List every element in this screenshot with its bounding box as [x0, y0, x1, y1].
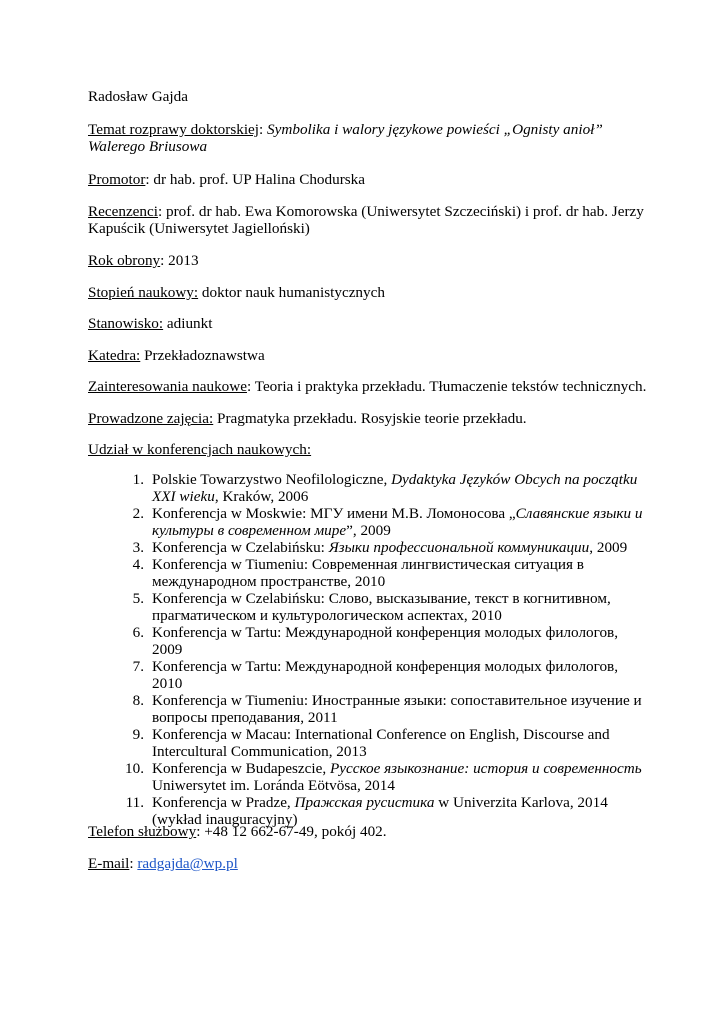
degree-label: Stopień naukowy:: [88, 284, 199, 301]
interests-line: [88, 378, 648, 395]
list-item-number: 1.: [132, 471, 144, 488]
list-item-title: Русское языкознание: история и современность: [329, 760, 642, 777]
list-item-number: 4.: [132, 556, 144, 573]
list-item-text: Konferencja w Tartu: Международной конференция молодых филологов, 2009: [152, 624, 619, 658]
reviewers-value: : prof. dr hab. Ewa Komorowska (Uniwersytet Szczeciński) i prof. dr hab. Jerzy Kapuścik (Uniwersytet Jagielloński): [88, 203, 644, 237]
interests-label: Zainteresowania naukowe: [88, 378, 247, 395]
list-item: [118, 471, 648, 505]
list-item-title: Пражская русистика: [294, 794, 435, 811]
list-item-text: Konferencja w Czelabińsku: Слово, высказывание, текст в когнитивном, прагматическом и культурологическом аспектах, 2010: [152, 590, 611, 624]
conferences-heading: [88, 441, 648, 458]
list-item: [118, 505, 648, 539]
list-item-suffix: , Kraków, 2006: [214, 488, 309, 505]
defense-year-label: Rok obrony: [88, 252, 161, 269]
list-item-text: Konferencja w Tartu: Международной конференция молодых филологов, 2010: [152, 658, 619, 692]
department-line: [88, 347, 648, 364]
list-item: [118, 556, 648, 590]
list-item-suffix: w Univerzita Karlova, 2014 (wykład inauguracyjny): [152, 794, 608, 828]
list-item-title: Языки профессиональной коммуникации: [328, 539, 590, 556]
courses-label: Prowadzone zajęcia:: [88, 410, 214, 427]
promotor-value: : dr hab. prof. UP Halina Chodurska: [145, 171, 366, 188]
list-item: [118, 658, 648, 692]
list-item: [118, 539, 648, 556]
email-line: [88, 855, 648, 872]
defense-year-value: : 2013: [160, 252, 199, 269]
list-item-number: 8.: [132, 692, 144, 709]
interests-value: : Teoria i praktyka przekładu. Tłumaczenie tekstów technicznych.: [246, 378, 647, 395]
list-item-text: Konferencja w Czelabińsku:: [152, 539, 329, 556]
thesis-separator: :: [259, 121, 268, 138]
list-item-text: Polskie Towarzystwo Neofilologiczne,: [152, 471, 392, 488]
list-item-number: 5.: [132, 590, 144, 607]
list-item: [118, 760, 648, 794]
email-link[interactable]: radgajda@wp.pl: [137, 855, 238, 872]
author-name: Radosław Gajda: [88, 88, 188, 105]
list-item-text: Konferencja w Tiumeniu: Современная лингвистическая ситуация в международном пространстве, 2010: [152, 556, 584, 590]
conference-list: [118, 471, 648, 828]
phone-line: [88, 823, 648, 840]
list-item-suffix: Uniwersytet im. Loránda Eötvösa, 2014: [152, 777, 395, 794]
phone-value: : +48 12 662-67-49, pokój 402.: [196, 823, 387, 840]
list-item-number: 3.: [132, 539, 144, 556]
thesis-label: Temat rozprawy doktorskiej: [88, 121, 260, 138]
thesis-topic: [88, 121, 648, 155]
list-item-text: Konferencja w Moskwie: МГУ имени М.В. Ломоносова „: [152, 505, 516, 522]
position-value: adiunkt: [163, 315, 213, 332]
promotor-line: [88, 171, 648, 188]
list-item: [118, 624, 648, 658]
email-label: E-mail: [88, 855, 130, 872]
list-item-text: Konferencja w Budapeszcie,: [152, 760, 330, 777]
list-item-number: 6.: [132, 624, 144, 641]
position-label: Stanowisko:: [88, 315, 164, 332]
defense-year-line: [88, 252, 648, 269]
reviewers-label: Recenzenci: [88, 203, 158, 220]
list-item-suffix: ”, 2009: [346, 522, 391, 539]
list-item: [118, 590, 648, 624]
list-item: [118, 726, 648, 760]
degree-line: [88, 284, 648, 301]
list-item-number: 10.: [125, 760, 144, 777]
email-separator: :: [129, 855, 138, 872]
degree-value: doktor nauk humanistycznych: [198, 284, 385, 301]
reviewers-line: [88, 203, 648, 237]
phone-label: Telefon służbowy: [88, 823, 197, 840]
list-item: [118, 692, 648, 726]
courses-line: [88, 410, 648, 427]
list-item-suffix: , 2009: [589, 539, 628, 556]
list-item-title: Славянские языки и культуры в современном мире: [152, 505, 643, 539]
list-item-text: Konferencja w Pradze,: [152, 794, 295, 811]
list-item-number: 2.: [132, 505, 144, 522]
promotor-label: Promotor: [88, 171, 146, 188]
list-item-number: 7.: [132, 658, 144, 675]
department-value: Przekładoznawstwa: [140, 347, 265, 364]
position-line: [88, 315, 648, 332]
list-item-text: Konferencja w Tiumeniu: Иностранные языки: сопоставительное изучение и вопросы преподавания, 2011: [152, 692, 642, 726]
list-item-number: 9.: [132, 726, 144, 743]
list-item-text: Konferencja w Macau: International Conference on English, Discourse and Intercultural Communication, 2013: [152, 726, 610, 760]
list-item-number: 11.: [125, 794, 144, 811]
courses-value: Pragmatyka przekładu. Rosyjskie teorie przekładu.: [213, 410, 527, 427]
conferences-heading-text: Udział w konferencjach naukowych:: [88, 441, 312, 458]
department-label: Katedra:: [88, 347, 141, 364]
thesis-title: Symbolika i walory językowe powieści „Ognisty anioł” Walerego Briusowa: [88, 121, 603, 155]
list-item-title: Dydaktyka Języków Obcych na początku XXI wieku: [152, 471, 638, 505]
